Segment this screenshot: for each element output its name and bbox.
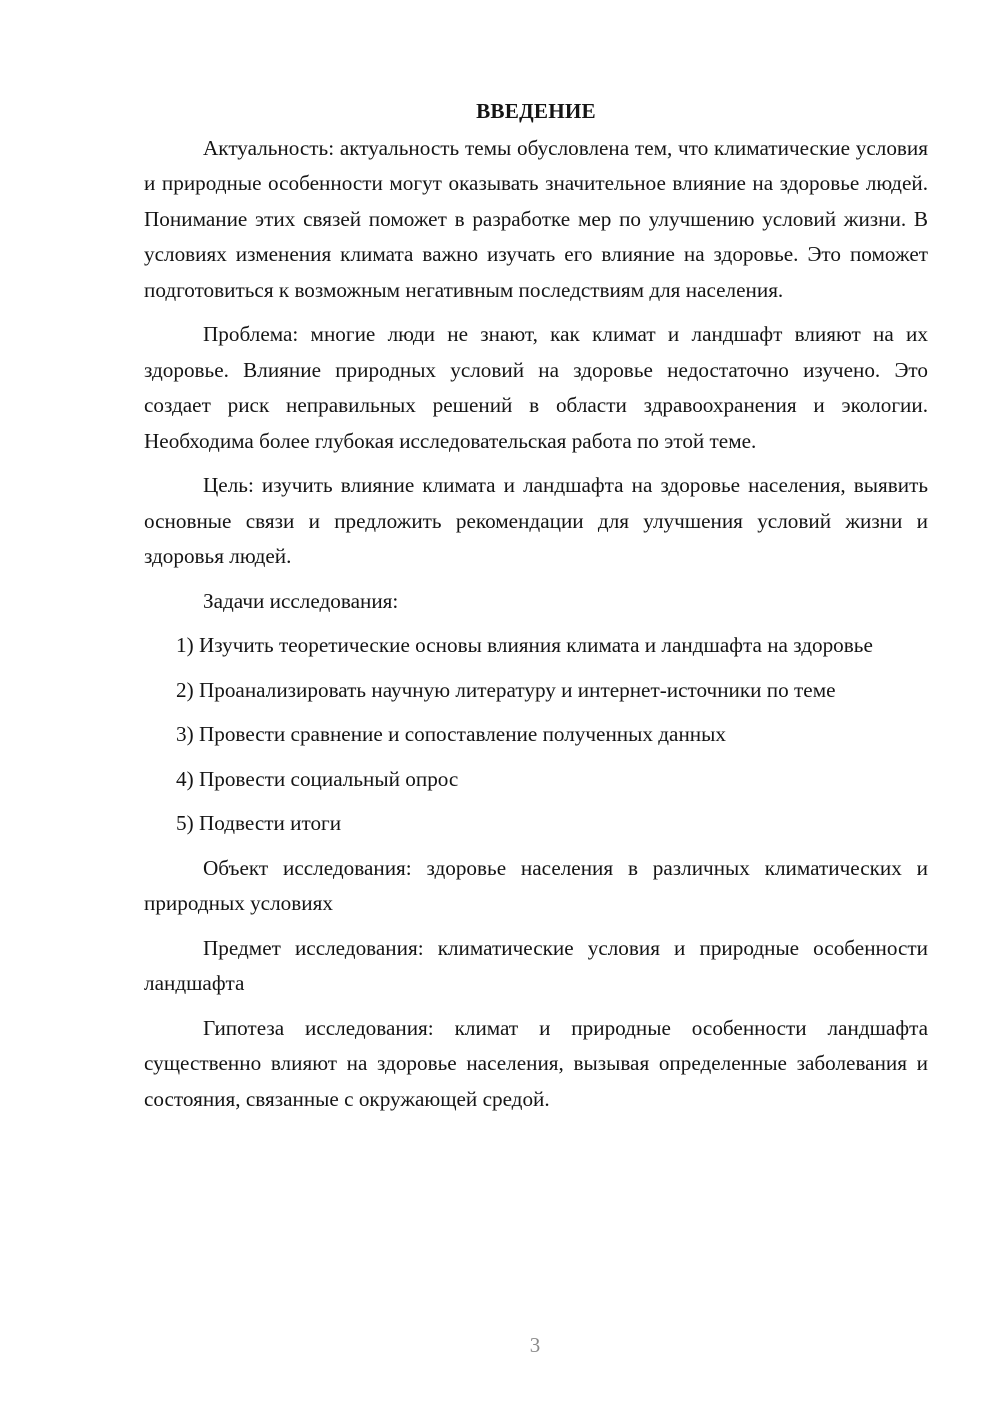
subject-paragraph: Предмет исследования: климатические условия и природные особенности ландшафта: [144, 935, 928, 995]
problem-paragraph: Проблема: многие люди не знают, как климат и ландшафт влияют на их здоровье. Влияние природных условий на здоровье недостаточно изучено. Это создает риск неправильных решений в области здравоохранения и экологии. Необходима более глубокая исследовательская работа по этой теме.: [144, 322, 928, 453]
list-item: 2) Проанализировать научную литературу и интернет-источники по теме: [176, 677, 836, 702]
hypothesis-paragraph: Гипотеза исследования: климат и природные особенности ландшафта существенно влияют на здоровье населения, вызывая определенные заболевания и состояния, связанные с окружающей средой.: [144, 1015, 928, 1111]
list-item: 4) Провести социальный опрос: [176, 766, 459, 791]
goal-paragraph: Цель: изучить влияние климата и ландшафта на здоровье населения, выявить основные связи и предложить рекомендации для улучшения условий жизни и здоровья людей.: [144, 473, 928, 568]
tasks-heading: Задачи исследования:: [203, 588, 399, 613]
list-item: 1) Изучить теоретические основы влияния климата и ландшафта на здоровье: [176, 633, 873, 657]
section-heading: ВВЕДЕНИЕ: [476, 99, 596, 123]
relevance-paragraph: Актуальность: актуальность темы обусловлена тем, что климатические условия и природные особенности могут оказывать значительное влияние на здоровье людей. Понимание этих связей поможет в разработке мер по улучшению условий жизни. В условиях изменения климата важно изучать его влияние на здоровье. Это поможет подготовиться к возможным негативным последствиям для населения.: [144, 135, 928, 302]
list-item: 5) Подвести итоги: [176, 811, 342, 835]
page-number: 3: [529, 1333, 541, 1357]
list-item: 3) Провести сравнение и сопоставление полученных данных: [176, 722, 726, 746]
tasks-list: [144, 628, 928, 842]
object-paragraph: Объект исследования: здоровье населения в различных климатических и природных условиях: [144, 855, 928, 915]
page-content: [144, 94, 928, 1126]
